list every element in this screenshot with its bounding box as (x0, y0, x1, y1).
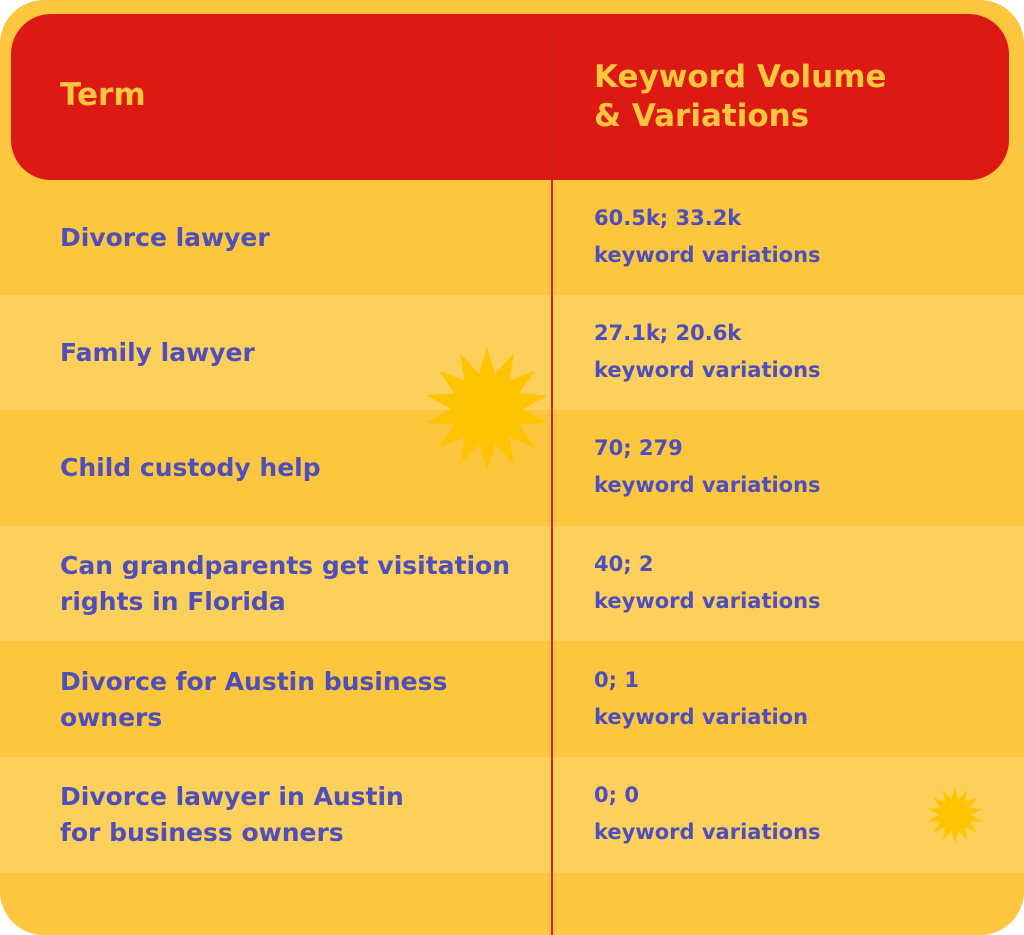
term-column-header (60, 76, 146, 115)
term-line: rights in Florida (60, 586, 286, 616)
volume-column-header-line2: & Variations (594, 98, 810, 134)
starburst-icon (424, 346, 550, 472)
table-row (0, 526, 1024, 641)
volume-cell (594, 662, 994, 736)
variations-label: keyword variations (594, 820, 821, 844)
volume-cell (594, 430, 994, 504)
table-row (0, 757, 1024, 873)
table-header (11, 14, 1009, 180)
column-divider (551, 22, 553, 935)
table-footer (0, 873, 1024, 935)
starburst-icon (926, 786, 984, 844)
term-line: Divorce lawyer in Austin (60, 782, 404, 811)
volume-column-header-line1: Keyword Volume (594, 59, 887, 95)
term-line: for business owners (60, 818, 344, 847)
volume-value: 60.5k; 33.2k (594, 206, 742, 230)
volume-value: 70; 279 (594, 436, 683, 460)
variations-label: keyword variations (594, 243, 821, 267)
term-cell (60, 664, 540, 736)
variations-label: keyword variations (594, 589, 821, 613)
variations-label: keyword variations (594, 473, 821, 497)
volume-value: 40; 2 (594, 552, 654, 576)
volume-cell (594, 200, 994, 274)
volume-column-header (594, 58, 954, 136)
volume-value: 0; 1 (594, 668, 639, 692)
volume-cell (594, 315, 994, 389)
volume-value: 27.1k; 20.6k (594, 321, 742, 345)
variations-label: keyword variation (594, 705, 809, 729)
table-row (0, 180, 1024, 295)
term-line: Divorce for Austin business (60, 666, 448, 696)
term-column-header-label: Term (60, 77, 146, 113)
term-line: Can grandparents get visitation (60, 550, 511, 580)
term-line: Divorce lawyer (60, 222, 270, 252)
term-line: owners (60, 702, 163, 732)
term-cell (60, 779, 540, 851)
volume-value: 0; 0 (594, 783, 639, 807)
term-line: Family lawyer (60, 337, 255, 367)
term-cell (60, 548, 540, 620)
term-cell (60, 220, 540, 256)
table-row (0, 642, 1024, 757)
volume-cell (594, 546, 994, 620)
term-line: Child custody help (60, 452, 321, 482)
variations-label: keyword variations (594, 358, 821, 382)
